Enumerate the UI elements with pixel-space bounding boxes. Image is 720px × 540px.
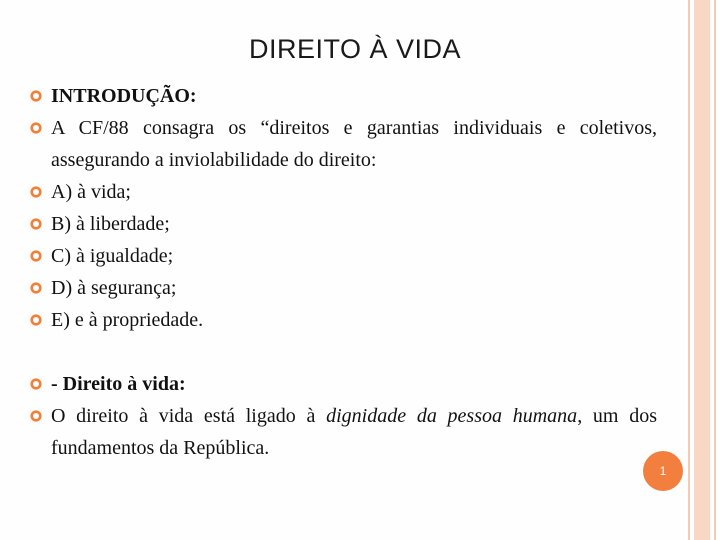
bullet-ring-icon (30, 186, 42, 198)
bullet-ring-icon (30, 250, 42, 262)
bullet-item-vida (30, 176, 657, 208)
bullet-item-propriedade (30, 304, 657, 336)
bullet-item-igualdade (30, 240, 657, 272)
bullet-text: B) à liberdade; (51, 213, 170, 235)
bullet-item-dignidade (30, 400, 657, 464)
bullet-text: C) à igualdade; (51, 245, 174, 267)
bullet-text: E) e à propriedade. (51, 309, 204, 331)
bullet-text-emphasis: dignidade da pessoa humana (326, 405, 578, 427)
bullet-text: D) à segurança; (51, 277, 177, 299)
bullet-ring-icon (30, 282, 42, 294)
bullet-item-liberdade (30, 208, 657, 240)
bullet-text-before: O direito à vida está ligado à (51, 405, 327, 427)
bullet-item-seguranca (30, 272, 657, 304)
bullet-text: A CF/88 consagra os “direitos e garantias individuais e coletivos, assegurando a inviolabilidade do direito: (51, 117, 657, 171)
bullet-list (30, 80, 657, 464)
bullet-ring-icon (30, 314, 42, 326)
bullet-ring-icon (30, 410, 42, 422)
bullet-item-direito-vida (30, 368, 657, 400)
decorative-border (684, 0, 720, 540)
bullet-ring-icon (30, 218, 42, 230)
slide-title: DIREITO À VIDA (248, 34, 462, 64)
bullet-text: INTRODUÇÃO: (51, 85, 197, 107)
bullet-text-after: , um dos fundamentos da República. (51, 405, 658, 459)
bullet-item-introducao (30, 80, 657, 112)
bullet-ring-icon (30, 90, 42, 102)
bullet-text: - Direito à vida: (51, 373, 186, 395)
bullet-ring-icon (30, 378, 42, 390)
bullet-text: A) à vida; (51, 181, 131, 203)
bullet-ring-icon (30, 122, 42, 134)
page-number-badge: 1 (643, 451, 683, 491)
bullet-item-cf88 (30, 112, 657, 176)
